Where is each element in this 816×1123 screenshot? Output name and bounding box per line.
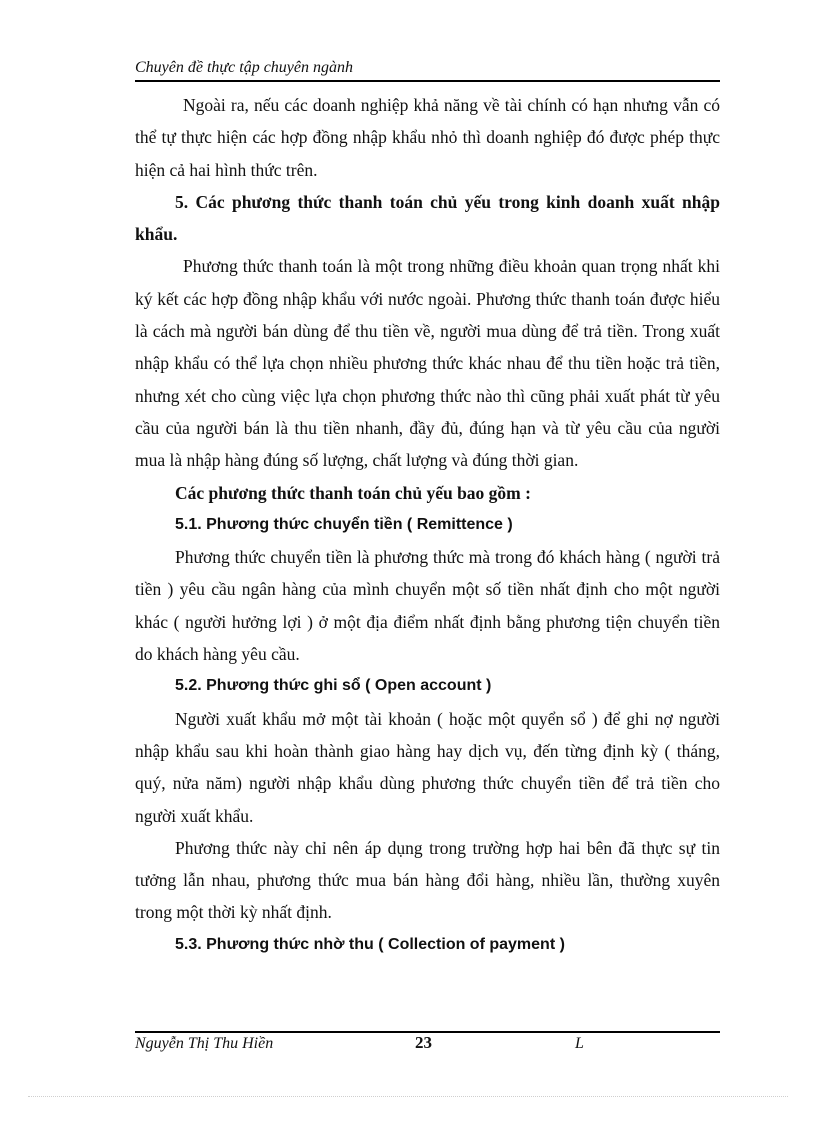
footer-code: L [575,1035,584,1052]
paragraph-open-account-usage: Phương thức này chỉ nên áp dụng trong trường hợp hai bên đã thực sự tin tưởng lẫn nhau, phương thức mua bán hàng đổi hàng, nhiều lần, thường xuyên trong một thời kỳ nhất định. [135,837,720,923]
header-divider [135,80,720,82]
paragraph-payment-methods: Phương thức thanh toán là một trong những điều khoản quan trọng nhất khi ký kết các hợp đồng nhập khẩu với nước ngoài. Phương thức thanh toán được hiểu là cách mà người bán dùng để thu tiền về, người mua dùng để trả tiền. Trong xuất nhập khẩu có thể lựa chọn nhiều phương thức khác nhau để thu tiền hoặc trả tiền, nhưng xét cho cùng việc lựa chọn phương thức nào thì cũng phải xuất phát từ yêu cầu của người bán là thu tiền nhanh, đầy đủ, đúng hạn và từ yêu cầu của người mua là nhập hàng đúng số lượng, chất lượng và đúng thời gian. [135,256,720,471]
section-heading-5: 5. Các phương thức thanh toán chủ yếu trong kinh doanh xuất nhập khẩu. [135,191,720,245]
footer-author: Nguyễn Thị Thu Hiền [135,1035,274,1052]
paragraph-open-account: Người xuất khẩu mở một tài khoản ( hoặc một quyển sổ ) để ghi nợ người nhập khẩu sau khi hoàn thành giao hàng hay dịch vụ, đến từng định kỳ ( tháng, quý, nửa năm) người nhập khẩu dùng phương thức chuyển tiền để trả tiền cho người xuất khẩu. [135,708,720,826]
page-number: 23 [415,1033,432,1052]
subheading-5-3: 5.3. Phương thức nhờ thu ( Collection of payment ) [175,935,565,953]
page-header-title: Chuyên đề thực tập chuyên ngành [135,59,353,76]
methods-intro: Các phương thức thanh toán chủ yếu bao gồm : [175,482,531,503]
paragraph-remittance: Phương thức chuyển tiền là phương thức mà trong đó khách hàng ( người trả tiền ) yêu cầu ngân hàng của mình chuyển một số tiền nhất định cho một người khác ( người hưởng lợi ) ở một địa điểm nhất định bằng phương tiện chuyển tiền do khách hàng yêu cầu. [135,547,720,665]
page-bottom-border [28,1096,788,1097]
subheading-5-1: 5.1. Phương thức chuyển tiền ( Remittence ) [175,515,513,533]
page-body [135,89,720,961]
subheading-5-2: 5.2. Phương thức ghi sổ ( Open account ) [175,677,492,695]
paragraph-intro: Ngoài ra, nếu các doanh nghiệp khả năng về tài chính có hạn nhưng vẫn có thể tự thực hiện các hợp đồng nhập khẩu nhỏ thì doanh nghiệp đó được phép thực hiện cả hai hình thức trên. [135,95,720,180]
